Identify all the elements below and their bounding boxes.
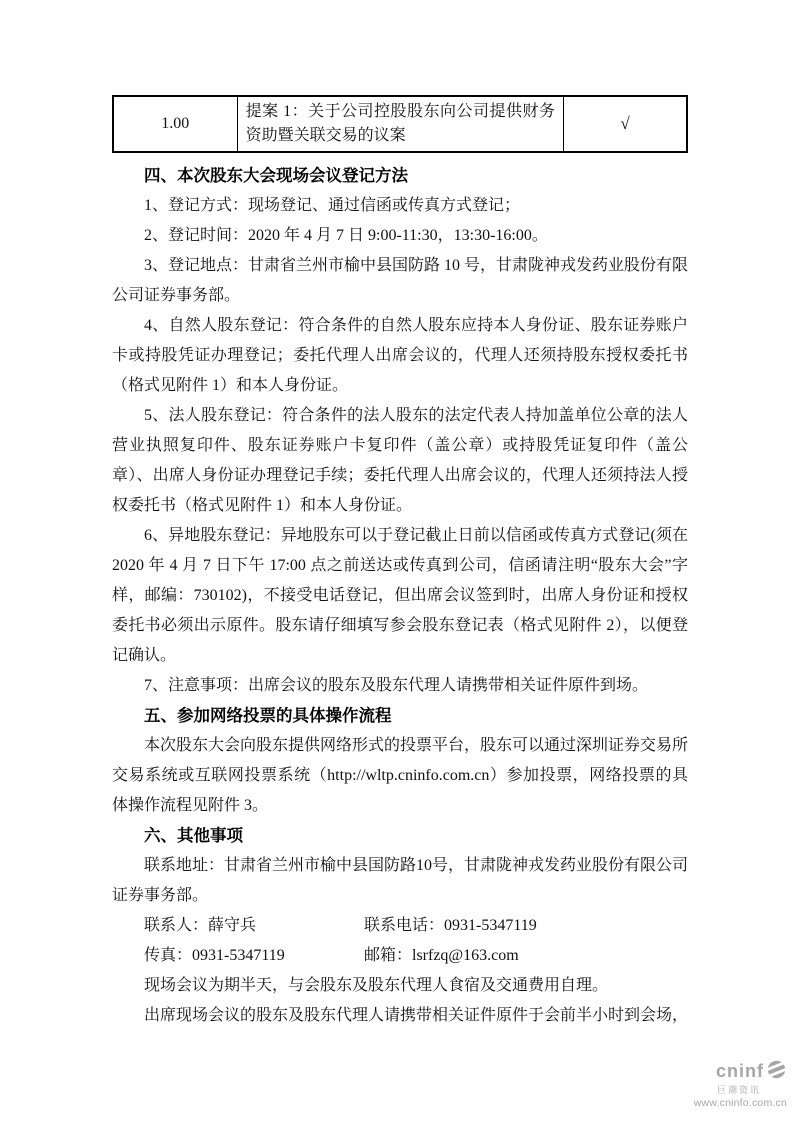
fax-email-row: [112, 941, 688, 971]
cninfo-logo-text: cninf: [716, 1061, 764, 1081]
email-address: 邮箱：lsrfzq@163.com: [364, 947, 519, 964]
fax-number: 传真：0931-5347119: [144, 947, 285, 964]
vote-checkmark-cell: √: [564, 96, 687, 152]
cninfo-logo-subtext: 巨潮资讯: [716, 1084, 761, 1095]
section6-heading: 六、其他事项: [144, 827, 243, 845]
section5-heading: 五、参加网络投票的具体操作流程: [144, 707, 392, 725]
cninfo-logo-url: www.cninfo.com.cn: [693, 1096, 787, 1109]
natural-person-registration-item: 4、自然人股东登记：符合条件的自然人股东应持本人身份证、股东证券账户卡或持股凭证办理登记；委托代理人出席会议的，代理人还须持股东授权委托书（格式见附件 1）和本人身份证。: [112, 317, 688, 394]
registration-time-item: 2、登记时间：2020 年 4 月 7 日 9:00-11:30，13:30-16:00。: [144, 227, 548, 244]
contact-phone: 联系电话：0931-5347119: [364, 917, 537, 934]
cninfo-logo-row: [667, 1059, 787, 1084]
table-row: [113, 96, 687, 152]
proposal-vote-table: [112, 95, 688, 153]
contact-person: 联系人：薛守兵: [144, 917, 257, 934]
registration-method-item: 1、登记方式：现场登记、通过信函或传真方式登记；: [144, 197, 521, 214]
notice-item: 7、注意事项：出席会议的股东及股东代理人请携带相关证件原件到场。: [144, 677, 649, 694]
network-voting-paragraph: 本次股东大会向股东提供网络形式的投票平台，股东可以通过深圳证券交易所交易系统或互联网投票系统（http://wltp.cninfo.com.cn）参加投票，网络投票的具体操作流程见附件 3。: [112, 737, 689, 814]
proposal-name-cell: 提案 1：关于公司控股股东向公司提供财务资助暨关联交易的议案: [237, 96, 563, 152]
section4-heading: 四、本次股东大会现场会议登记方法: [144, 167, 408, 185]
legal-person-registration-item: 5、法人股东登记：符合条件的法人股东的法定代表人持加盖单位公章的法人营业执照复印件、股东证券账户卡复印件（盖公章）或持股凭证复印件（盖公章）、出席人身份证办理登记手续；委托代理人出席会议的，代理人还须持法人授权委托书（格式见附件 1）和本人身份证。: [112, 407, 688, 514]
proposal-code-cell: 1.00: [113, 96, 237, 152]
document-content: [112, 95, 688, 1031]
meeting-duration-note: 现场会议为期半天，与会股东及股东代理人食宿及交通费用自理。: [144, 977, 609, 994]
cninfo-swirl-icon: [766, 1059, 787, 1084]
registration-place-item: 3、登记地点：甘肃省兰州市榆中县国防路 10 号，甘肃陇神戎发药业股份有限公司证券事务部。: [112, 257, 689, 304]
contact-person-row: [112, 911, 688, 941]
contact-address: 联系地址：甘肃省兰州市榆中县国防路10号，甘肃陇神戎发药业股份有限公司证券事务部。: [112, 857, 689, 904]
remote-registration-item: 6、异地股东登记：异地股东可以于登记截止日前以信函或传真方式登记(须在 2020 年 4 月 7 日下午 17:00 点之前送达或传真到公司，信函请注明“股东大会”字样，邮编：730102)，不接受电话登记，但出席会议签到时，出席人身份证和授权委托书必须出示原件。股东请仔细填写参会股东登记表（格式见附件 2），以便登记确认。: [112, 527, 688, 664]
attendance-note: 出席现场会议的股东及股东代理人请携带相关证件原件于会前半小时到会场，: [144, 1007, 689, 1024]
cninfo-logo: [667, 1059, 787, 1109]
